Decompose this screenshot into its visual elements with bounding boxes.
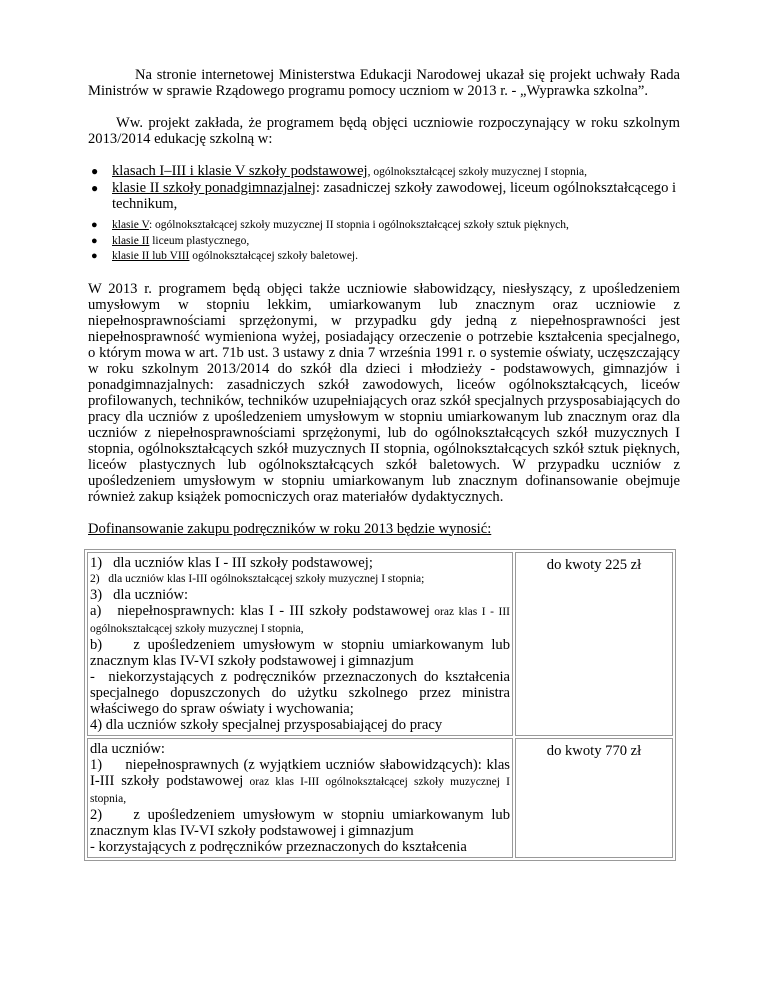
intro-paragraph: Na stronie internetowej Ministerstwa Edukacji Narodowej ukazał się projekt uchwały Rada Ministrów w sprawie Rządowego programu pomocy uczniom w 2013 r. - „Wyprawka szkolna”. [88,67,680,99]
table-cell-amount: do kwoty 770 zł [515,738,673,858]
bullet-icon: ● [91,181,99,195]
table-cell-amount: do kwoty 225 zł [515,552,673,736]
funding-table [84,549,676,861]
table-row [87,738,673,858]
list-item: ● klasie II liceum plastycznego, [88,234,680,250]
project-paragraph: Ww. projekt zakłada, że programem będą objęci uczniowie rozpoczynający w roku szkolnym 2013/2014 edukację szkolną w: [88,115,680,147]
section-heading: Dofinansowanie zakupu podręczników w roku 2013 będzie wynosić: [88,520,492,537]
list-item: ● klasie V: ogólnokształcącej szkoły muzycznej II stopnia i ogólnokształcącej szkoły sztuk pięknych, [88,218,680,234]
table-row [87,552,673,736]
list-item: ● klasach I–III i klasie V szkoły podstawowej, ogólnokształcącej szkoły muzycznej I stopnia, [91,163,587,179]
bullet-icon: ● [91,250,98,262]
list-item: ● klasie II szkoły ponadgimnazjalnej: zasadniczej szkoły zawodowej, liceum ogólnokształcącego i technikum, [91,180,677,212]
bullet-icon: ● [91,164,99,178]
bullet-icon: ● [91,219,98,231]
list-item: ● klasie II lub VIII ogólnokształcącej szkoły baletowej. [88,249,680,265]
table-cell-description: dla uczniów: 1) niepełnosprawnych (z wyjątkiem uczniów słabowidzących): klas I-III szkoły podstawowej oraz klas I-III ogólnokształcącej szkoły muzycznej I stopnia, 2) z upośledzeniem umysłowym w stopniu umiarkowanym lub znacznym klas IV-VI szkoły podstawowej i gimnazjum - korzystających z podręczników przeznaczonych do kształcenia [87,738,513,858]
eligibility-paragraph: W 2013 r. programem będą objęci także uczniowie słabowidzący, niesłyszący, z upośledzeniem umysłowym w stopniu lekkim, umiarkowanym lub znacznym oraz uczniowie z niepełnosprawnościami sprzężonymi, w przypadku gdy jedną z niepełnosprawności jest niepełnosprawność wymieniona wyżej, posiadający orzeczenie o potrzebie kształcenia specjalnego, o którym mowa w art. 71b ust. 3 ustawy z dnia 7 września 1991 r. o systemie oświaty, uczęszczający w roku szkolnym 2013/2014 do szkół dla dzieci i młodzieży - podstawowych, gimnazjów i ponadgimnazjalnych: zasadniczych szkół zawodowych, liceów ogólnokształcących, liceów profilowanych, techników, techników uzupełniających oraz szkół specjalnych przysposabiających do pracy dla uczniów z upośledzeniem umysłowym w stopniu umiarkowanym lub znacznym oraz dla uczniów z niepełnosprawnościami sprzężonymi, lub do ogólnokształcących szkół muzycznych I stopnia, ogólnokształcących szkół muzycznych II stopnia, ogólnokształcących szkół sztuk pięknych, liceów plastycznych lub ogólnokształcących szkół baletowych. W przypadku uczniów z upośledzeniem umysłowym w stopniu umiarkowanym lub znacznym dofinansowanie obejmuje również zakup książek pomocniczych oraz materiałów dydaktycznych. [88,280,680,505]
document-page [88,67,680,861]
table-cell-description: 1) dla uczniów klas I - III szkoły podstawowej; 2) dla uczniów klas I-III ogólnokształcącej szkoły muzycznej I stopnia; 3) dla uczniów: a) niepełnosprawnych: klas I - III szkoły podstawowej oraz klas I - III ogólnokształcącej szkoły muzycznej I stopnia, b) z upośledzeniem umysłowym w stopniu umiarkowanym lub znacznym klas IV-VI szkoły podstawowej i gimnazjum - niekorzystających z podręczników przeznaczonych do kształcenia specjalnego dopuszczonych do użytku szkolnego przez ministra właściwego do spraw oświaty i wychowania; 4) dla uczniów szkoły specjalnej przysposabiającej do pracy [87,552,513,736]
bullet-icon: ● [91,234,98,247]
class-list [88,163,680,265]
